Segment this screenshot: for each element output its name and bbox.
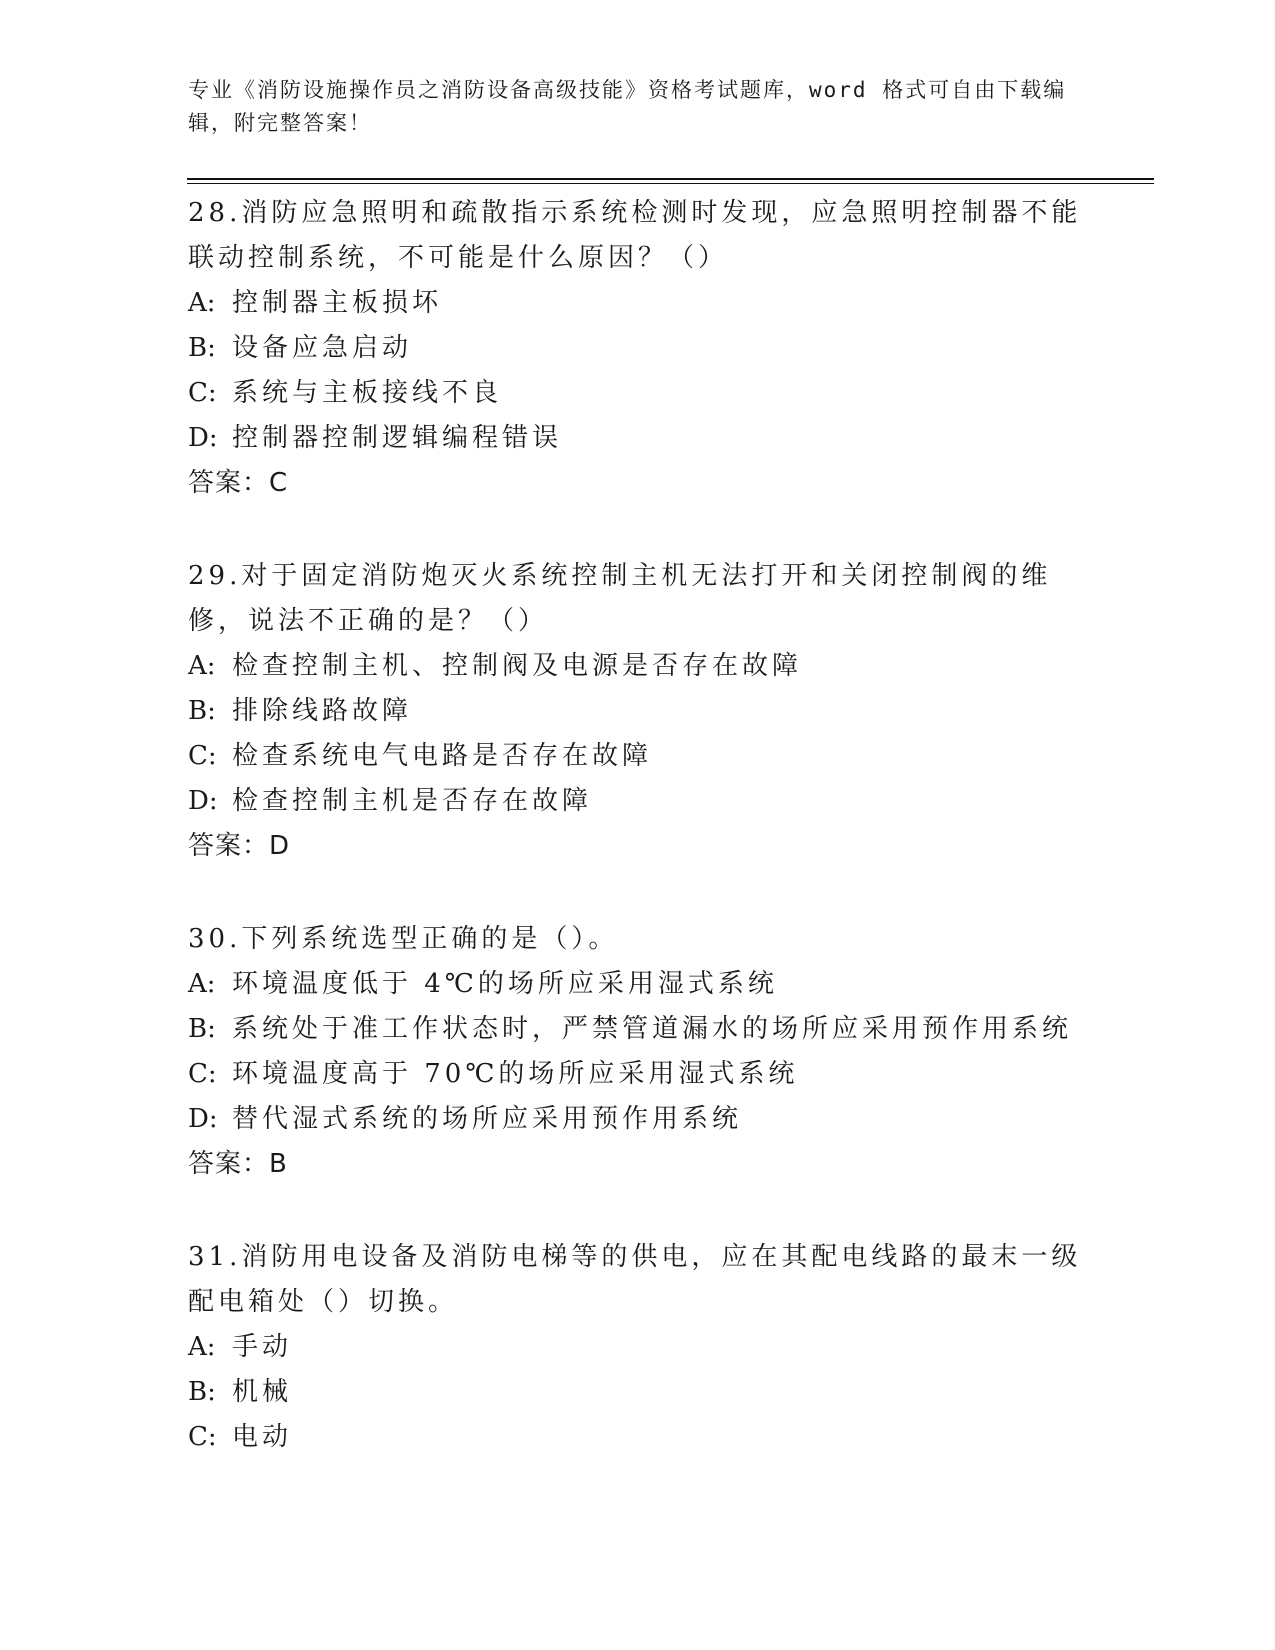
header-divider-thick xyxy=(187,178,1154,180)
option-b xyxy=(188,1007,1088,1052)
option-a xyxy=(188,962,1088,1007)
option-text: 检查控制主机、控制阀及电源是否存在故障 xyxy=(232,651,803,681)
option-text: 机械 xyxy=(232,1377,293,1407)
option-text: 系统处于准工作状态时，严禁管道漏水的场所应采用预作用系统 xyxy=(232,1014,1073,1044)
option-letter: A: xyxy=(188,288,216,318)
answer-line: 答案：D xyxy=(188,831,291,861)
option-letter: B: xyxy=(188,1014,216,1044)
option-c xyxy=(188,1415,1088,1460)
option-b xyxy=(188,689,1088,734)
option-letter: B: xyxy=(188,1377,216,1407)
option-letter: C: xyxy=(188,378,217,408)
option-d xyxy=(188,779,1088,824)
option-a xyxy=(188,1325,1088,1370)
option-d xyxy=(188,416,1088,461)
question-31 xyxy=(188,1235,1088,1460)
option-letter: C: xyxy=(188,741,217,771)
option-letter: C: xyxy=(188,1422,217,1452)
option-letter: B: xyxy=(188,333,216,363)
question-text: 29.对于固定消防炮灭火系统控制主机无法打开和关闭控制阀的维修，说法不正确的是？（） xyxy=(188,561,1052,636)
document-header: 专业《消防设施操作员之消防设备高级技能》资格考试题库，word 格式可自由下载编辑，附完整答案！ xyxy=(188,78,1067,135)
option-b xyxy=(188,1370,1088,1415)
answer-line: 答案：C xyxy=(188,468,289,498)
option-d xyxy=(188,1097,1088,1142)
option-text: 系统与主板接线不良 xyxy=(232,378,503,408)
header-divider-thin xyxy=(187,183,1154,184)
option-text: 替代湿式系统的场所应采用预作用系统 xyxy=(232,1104,743,1134)
option-b xyxy=(188,326,1088,371)
option-text: 环境温度高于 70℃的场所应采用湿式系统 xyxy=(232,1059,799,1089)
option-text: 控制器控制逻辑编程错误 xyxy=(232,423,563,453)
question-list xyxy=(188,191,1088,1508)
option-letter: B: xyxy=(188,696,216,726)
option-c xyxy=(188,371,1088,416)
question-text: 30.下列系统选型正确的是（）。 xyxy=(188,924,619,954)
question-text: 31.消防用电设备及消防电梯等的供电，应在其配电线路的最末一级配电箱处（）切换。 xyxy=(188,1242,1082,1317)
option-text: 手动 xyxy=(232,1332,293,1362)
option-a xyxy=(188,281,1088,326)
option-text: 设备应急启动 xyxy=(232,333,413,363)
option-letter: D: xyxy=(188,423,218,453)
option-letter: A: xyxy=(188,1332,216,1362)
option-letter: C: xyxy=(188,1059,217,1089)
question-29 xyxy=(188,554,1088,869)
question-28 xyxy=(188,191,1088,506)
option-text: 环境温度低于 4℃的场所应采用湿式系统 xyxy=(232,969,778,999)
option-letter: D: xyxy=(188,1104,218,1134)
option-c xyxy=(188,1052,1088,1097)
question-30 xyxy=(188,917,1088,1187)
option-a xyxy=(188,644,1088,689)
option-text: 检查系统电气电路是否存在故障 xyxy=(232,741,653,771)
option-text: 控制器主板损坏 xyxy=(232,288,443,318)
option-text: 电动 xyxy=(232,1422,293,1452)
option-letter: A: xyxy=(188,969,216,999)
option-text: 检查控制主机是否存在故障 xyxy=(232,786,593,816)
option-letter: A: xyxy=(188,651,216,681)
answer-line: 答案：B xyxy=(188,1149,288,1179)
option-text: 排除线路故障 xyxy=(232,696,413,726)
option-letter: D: xyxy=(188,786,218,816)
option-c xyxy=(188,734,1088,779)
question-text: 28.消防应急照明和疏散指示系统检测时发现，应急照明控制器不能联动控制系统，不可能是什么原因？（） xyxy=(188,198,1082,273)
